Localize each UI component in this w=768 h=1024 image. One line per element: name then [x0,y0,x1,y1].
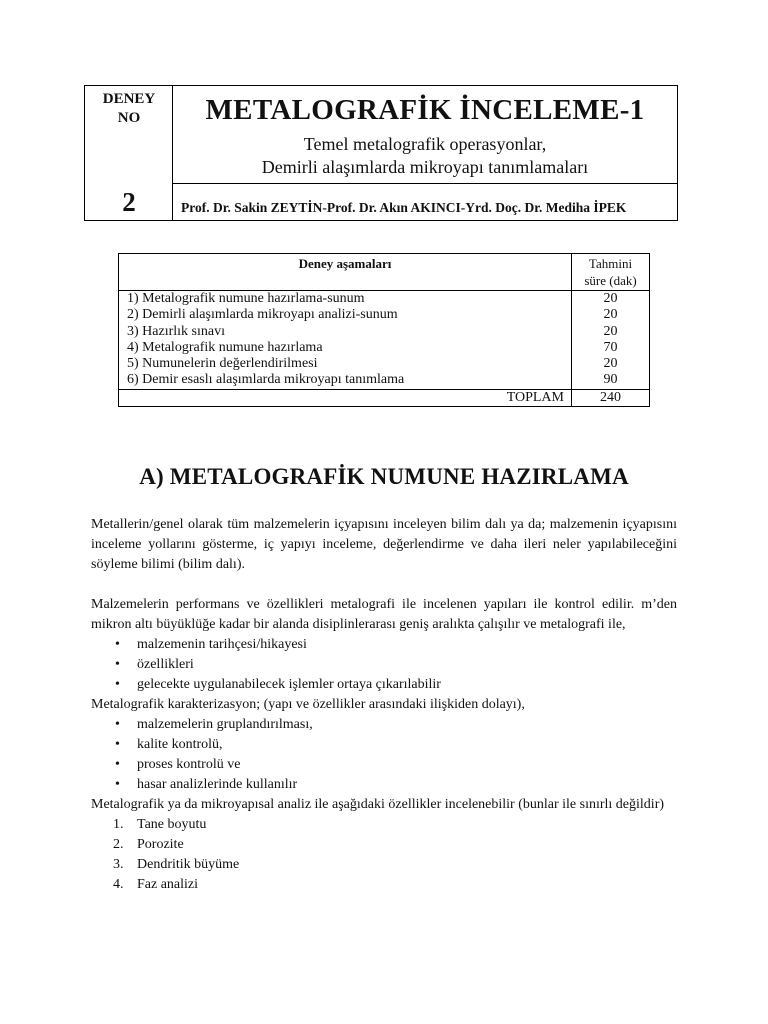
duration-column-header: Tahmini süre (dak) [572,254,650,291]
experiment-number-cell [85,86,173,220]
step-duration: 20 [603,356,618,372]
paragraph-definition: Metallerin/genel olarak tüm malzemelerin içyapısını inceleyen bilim dalı ya da; malzemenin içyapısını inceleme yollarını gösterme, iç yapıyı inceleme, değerlendirme ve daha ileri neler yapılabileceğini söyleme bilimi (bilim dalı). [91,517,677,572]
list-item: 2. Porozite [91,835,677,855]
list-item: • malzemelerin gruplandırılması, [91,715,677,735]
total-label: TOPLAM [119,389,572,406]
table-header-row [119,254,650,291]
list-number: 2. [113,837,124,852]
experiment-header [84,85,678,221]
experiment-label: DENEY NO [102,91,156,126]
paragraph-analysis: Metalografik ya da mikroyapısal analiz ile aşağıdaki özellikler incelenebilir (bunlar ile sınırlı değildir) [91,797,665,812]
header-divider [173,183,677,184]
numbered-list-properties [91,815,677,895]
step-item: 4) Metalografik numune hazırlama [127,339,323,355]
list-item: • özellikleri [91,655,677,675]
duration-list-cell [572,291,650,390]
list-item: 3. Dendritik büyüme [91,855,677,875]
step-duration: 90 [603,372,618,388]
list-item: 4. Faz analizi [91,875,677,895]
list-item: • gelecekte uygulanabilecek işlemler ortaya çıkarılabilir [91,675,677,695]
experiment-number: 2 [122,187,136,217]
list-item: • kalite kontrolü, [91,735,677,755]
list-item: • malzemenin tarihçesi/hikayesi [91,635,677,655]
experiment-steps-table [118,253,650,407]
step-item: 1) Metalografik numune hazırlama-sunum [127,291,365,306]
paragraph-performance: Malzemelerin performans ve özellikleri metalografi ile incelenen yapıları ile kontrol edilir. m’den mikron altı büyüklüğe kadar bir alanda disiplinlerarası geniş aralıkta çalışılır ve metalografi ile, [91,597,677,632]
step-duration: 20 [603,291,618,306]
body-content [91,595,677,895]
list-item: • hasar analizlerinde kullanılır [91,775,677,795]
list-number: 1. [113,817,124,832]
step-duration: 20 [603,323,618,339]
list-item: • proses kontrolü ve [91,755,677,775]
list-item: 1. Tane boyutu [91,815,677,835]
steps-column-header: Deney aşamaları [119,254,572,291]
step-duration: 70 [603,339,618,355]
list-number: 4. [113,877,124,892]
page-title: METALOGRAFİK İNCELEME-1 [205,94,645,126]
section-heading: A) METALOGRAFİK NUMUNE HAZIRLAMA [139,464,629,489]
bullet-list-characterization [91,715,677,795]
step-item: 5) Numunelerin değerlendirilmesi [127,356,318,372]
paragraph-characterization: Metalografik karakterizasyon; (yapı ve özellikler arasındaki ilişkiden dolayı), [91,697,525,712]
step-item: 6) Demir esaslı alaşımlarda mikroyapı tanımlama [127,372,405,388]
authors-line: Prof. Dr. Sakin ZEYTİN-Prof. Dr. Akın AKINCI-Yrd. Doç. Dr. Mediha İPEK [181,200,627,215]
list-number: 3. [113,857,124,872]
step-duration: 20 [603,307,618,323]
bullet-list-metallography [91,635,677,695]
step-item: 2) Demirli alaşımlarda mikroyapı analizi-sunum [127,307,398,323]
total-value: 240 [572,389,650,406]
table-row [119,291,650,390]
step-list-cell [119,291,572,390]
page-subtitle: Temel metalografik operasyonlar, Demirli alaşımlarda mikroyapı tanımlamaları [261,134,589,177]
step-item: 3) Hazırlık sınavı [127,323,225,339]
table-total-row [119,389,650,406]
